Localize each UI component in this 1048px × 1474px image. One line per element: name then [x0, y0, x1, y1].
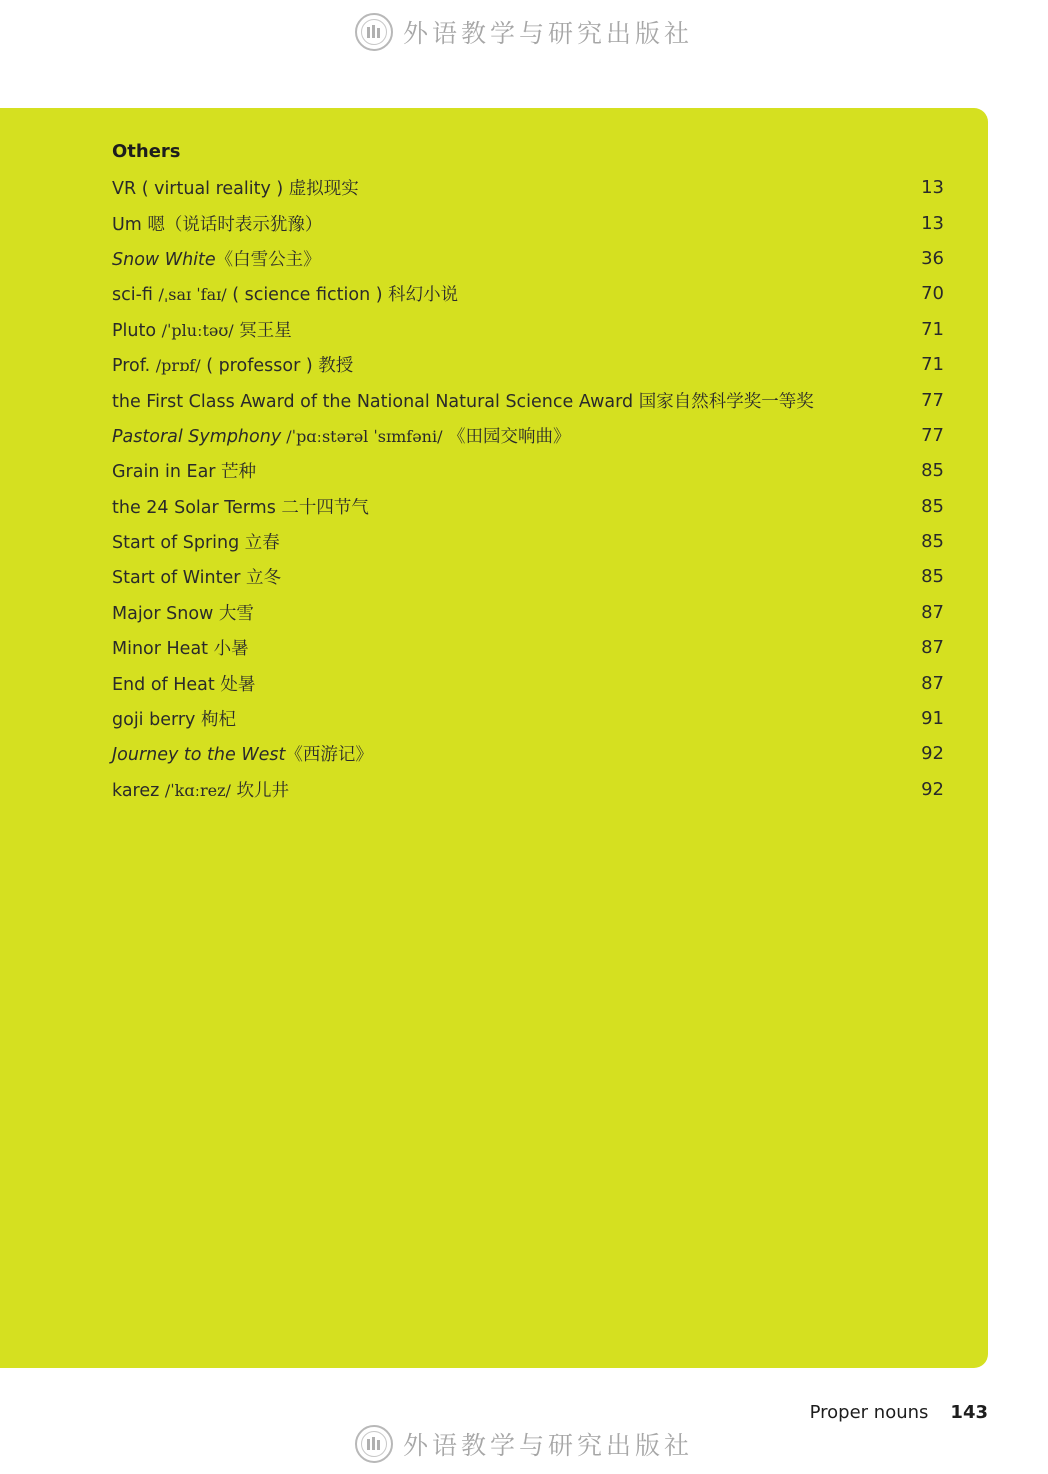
list-item [112, 241, 944, 276]
entry-page: 77 [921, 389, 944, 411]
publisher-footer [0, 1416, 1048, 1472]
list-item [112, 418, 944, 453]
entry-term: Prof. /prɒf/ ( professor ) 教授 [112, 356, 354, 377]
entry-phonetic: /ˈpɑːstərəl ˈsɪmfəni/ [281, 426, 443, 446]
list-item [112, 382, 944, 417]
entry-term: goji berry 枸杞 [112, 710, 236, 731]
list-item [112, 347, 944, 382]
entry-page: 87 [921, 672, 944, 694]
entry-page: 71 [921, 354, 944, 376]
list-item [112, 276, 944, 311]
publisher-header [0, 4, 1048, 60]
entry-page: 85 [921, 566, 944, 588]
entry-term: Snow White《白雪公主》 [112, 249, 321, 270]
publisher-name: 外语教学与研究出版社 [402, 1431, 693, 1460]
list-item [112, 205, 944, 240]
entry-term: Major Snow 大雪 [112, 603, 254, 624]
list-item [112, 489, 944, 524]
entry-phonetic: /prɒf/ [155, 356, 201, 376]
entry-term: End of Heat 处暑 [112, 674, 256, 695]
entry-term: Grain in Ear 芒种 [112, 462, 257, 483]
entry-term: Pastoral Symphony /ˈpɑːstərəl ˈsɪmfəni/ 《田园交响曲》 [112, 426, 571, 447]
entry-term: Um 嗯（说话时表示犹豫） [112, 214, 323, 235]
entry-term: Start of Winter 立冬 [112, 568, 282, 589]
entry-page: 85 [921, 495, 944, 517]
entry-term: Start of Spring 立春 [112, 533, 280, 554]
entry-page: 70 [921, 283, 944, 305]
entry-page: 85 [921, 460, 944, 482]
publisher-seal-icon [355, 1425, 393, 1463]
entry-term: Minor Heat 小暑 [112, 639, 249, 660]
list-item [112, 559, 944, 594]
entry-list [112, 170, 944, 807]
entry-page: 36 [921, 247, 944, 269]
publisher-seal-icon [355, 13, 393, 51]
publisher-name: 外语教学与研究出版社 [402, 19, 693, 48]
list-item [112, 701, 944, 736]
page-number: 143 [950, 1402, 988, 1423]
footer-section-label: Proper nouns [809, 1402, 929, 1423]
entry-page: 91 [921, 708, 944, 730]
entry-term: VR ( virtual reality ) 虚拟现实 [112, 179, 359, 200]
entry-page: 85 [921, 531, 944, 553]
list-item [112, 524, 944, 559]
list-item [112, 312, 944, 347]
entry-term: Journey to the West《西游记》 [112, 745, 373, 766]
entry-page: 92 [921, 778, 944, 800]
list-item [112, 736, 944, 771]
entry-term: sci-fi /ˌsaɪ ˈfaɪ/ ( science fiction ) 科幻小说 [112, 285, 459, 306]
entry-page: 87 [921, 601, 944, 623]
list-item [112, 772, 944, 807]
entry-page: 77 [921, 424, 944, 446]
list-item [112, 595, 944, 630]
entry-term: Pluto /ˈpluːtəʊ/ 冥王星 [112, 320, 292, 341]
entry-page: 87 [921, 637, 944, 659]
entry-page: 13 [921, 177, 944, 199]
entry-term: the First Class Award of the National Natural Science Award 国家自然科学奖一等奖 [112, 391, 814, 412]
entry-page: 92 [921, 743, 944, 765]
section-heading: Others [112, 141, 181, 162]
entry-term: the 24 Solar Terms 二十四节气 [112, 497, 369, 518]
entry-page: 71 [921, 318, 944, 340]
entry-page: 13 [921, 212, 944, 234]
entry-term: karez /ˈkɑːrez/ 坎儿井 [112, 780, 290, 801]
entry-phonetic: /ˈpluːtəʊ/ [161, 320, 234, 340]
list-item [112, 665, 944, 700]
entry-phonetic: /ˌsaɪ ˈfaɪ/ [158, 285, 227, 305]
list-item [112, 630, 944, 665]
entry-phonetic: /ˈkɑːrez/ [164, 780, 231, 800]
list-item [112, 170, 944, 205]
list-item [112, 453, 944, 488]
